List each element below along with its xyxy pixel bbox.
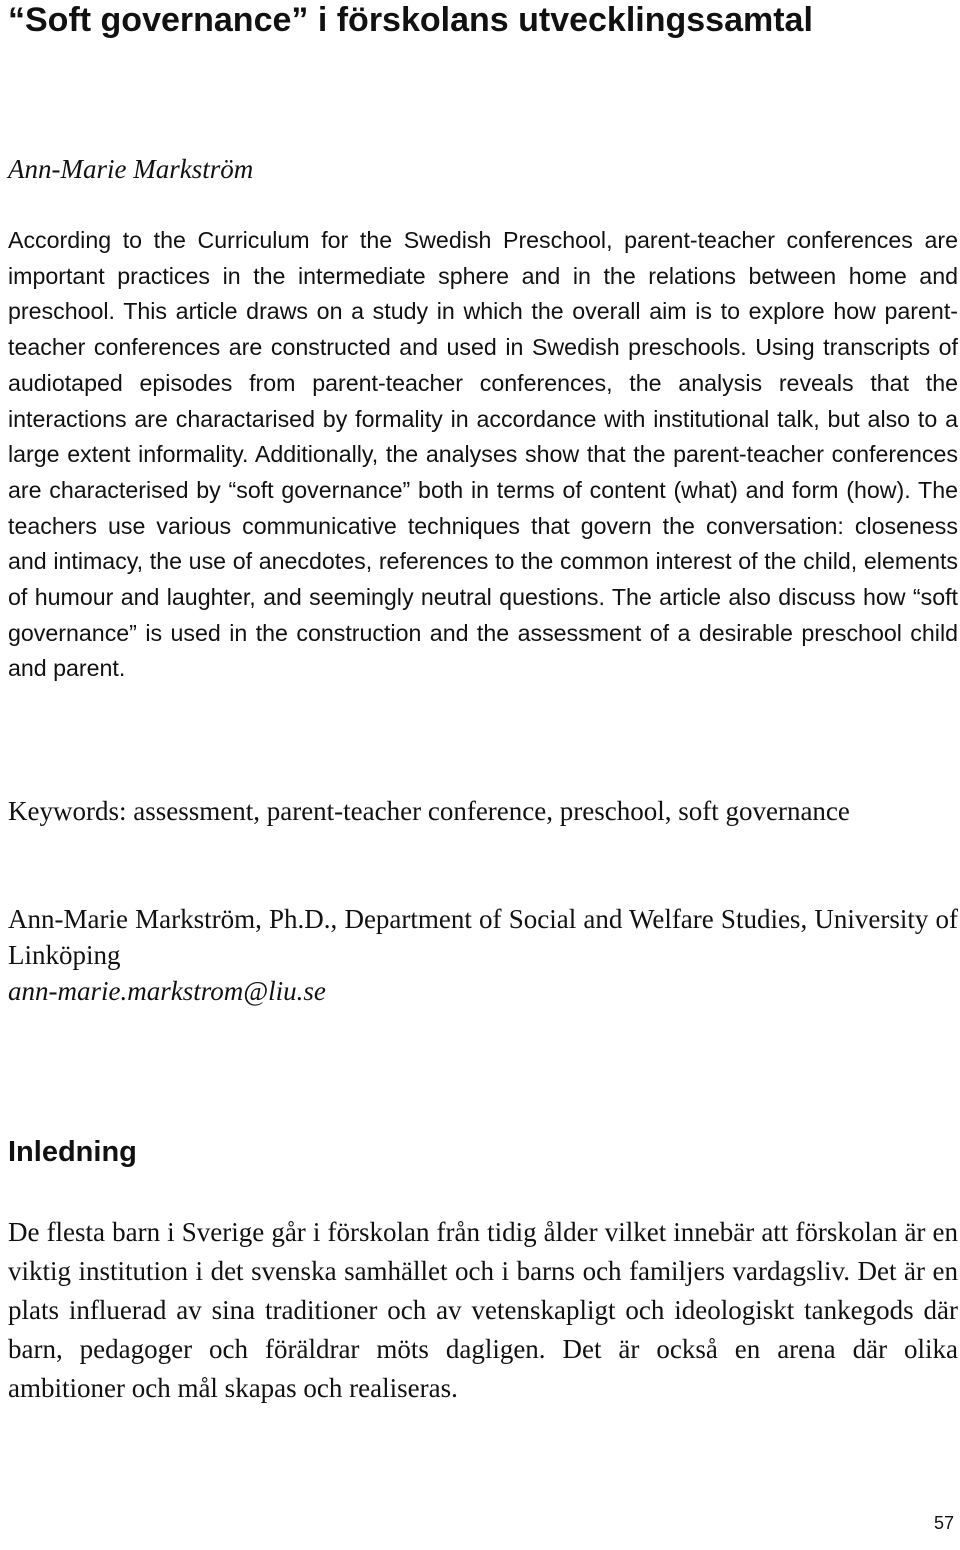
section-heading: Inledning [8,1136,137,1168]
author-email: ann-marie.markstrom@liu.se [8,976,326,1006]
keywords-label: Keywords: [8,796,127,826]
author-affiliation: Ann-Marie Markström, Ph.D., Department of Social and Welfare Studies, University of Linköping [8,904,958,970]
author-name: Ann-Marie Markström [8,154,254,184]
keywords [8,794,958,830]
keywords-list: assessment, parent-teacher conference, preschool, soft governance [133,796,850,826]
abstract: According to the Curriculum for the Swedish Preschool, parent-teacher conferences are important practices in the intermediate sphere and in the relations between home and preschool. This article draws on a study in which the overall aim is to explore how parent-teacher conferences are constructed and used in Swedish preschools. Using transcripts of audiotaped episodes from parent-teacher conferences, the analysis reveals that the interactions are charactarised by formality in accordance with institutional talk, but also to a large extent informality. Additionally, the analyses show that the parent-teacher conferences are characterised by “soft governance” both in terms of content (what) and form (how). The teachers use various communicative techniques that govern the conversation: closeness and intimacy, the use of anecdotes, references to the common interest of the child, elements of humour and laughter, and seemingly neutral questions. The article also discuss how “soft governance” is used in the construction and the assessment of a desirable preschool child and parent. [8,227,958,682]
page-number: 57 [933,1513,954,1533]
article-title: “Soft governance” i förskolans utvecklingssamtal [8,1,813,39]
section-paragraph: De flesta barn i Sverige går i förskolan från tidig ålder vilket innebär att förskolan är en viktig institution i det svenska samhället och i barns och familjers vardagsliv. Det är en plats influerad av sina traditioner och av vetenskapligt och ideologiskt tankegods där barn, pedagoger och föräldrar möts dagligen. Det är också en arena där olika ambitioner och mål skapas och realiseras. [8,1217,958,1403]
